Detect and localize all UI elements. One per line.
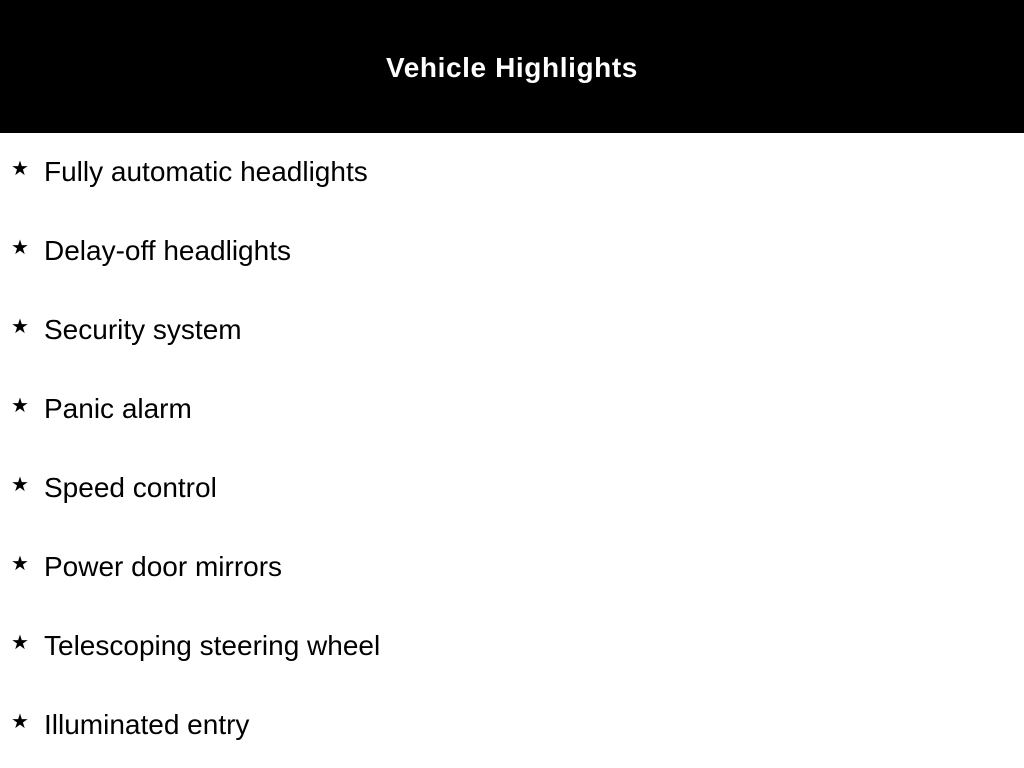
list-item bbox=[0, 528, 1024, 607]
list-item-label: Delay-off headlights bbox=[44, 235, 291, 266]
star-icon: ★ bbox=[11, 709, 29, 733]
list-item-label: Power door mirrors bbox=[44, 551, 283, 582]
list-item bbox=[0, 212, 1024, 291]
list-item-label: Speed control bbox=[44, 472, 217, 503]
star-icon: ★ bbox=[11, 314, 29, 338]
star-icon: ★ bbox=[11, 551, 29, 575]
page-header bbox=[0, 0, 1024, 133]
list-item-label: Fully automatic headlights bbox=[44, 156, 368, 187]
list-item bbox=[0, 449, 1024, 528]
list-item bbox=[0, 291, 1024, 370]
list-item-label: Security system bbox=[44, 314, 242, 345]
list-item bbox=[0, 370, 1024, 449]
star-icon: ★ bbox=[11, 156, 29, 180]
star-icon: ★ bbox=[11, 630, 29, 654]
star-icon: ★ bbox=[11, 393, 29, 417]
list-item bbox=[0, 686, 1024, 765]
list-item-label: Illuminated entry bbox=[44, 709, 250, 740]
list-item-label: Telescoping steering wheel bbox=[44, 630, 381, 661]
star-icon: ★ bbox=[11, 235, 29, 259]
page-title: Vehicle Highlights bbox=[386, 51, 638, 83]
list-item bbox=[0, 133, 1024, 212]
star-icon: ★ bbox=[11, 472, 29, 496]
highlights-list bbox=[0, 133, 1024, 765]
list-item bbox=[0, 607, 1024, 686]
list-item-label: Panic alarm bbox=[44, 393, 192, 424]
